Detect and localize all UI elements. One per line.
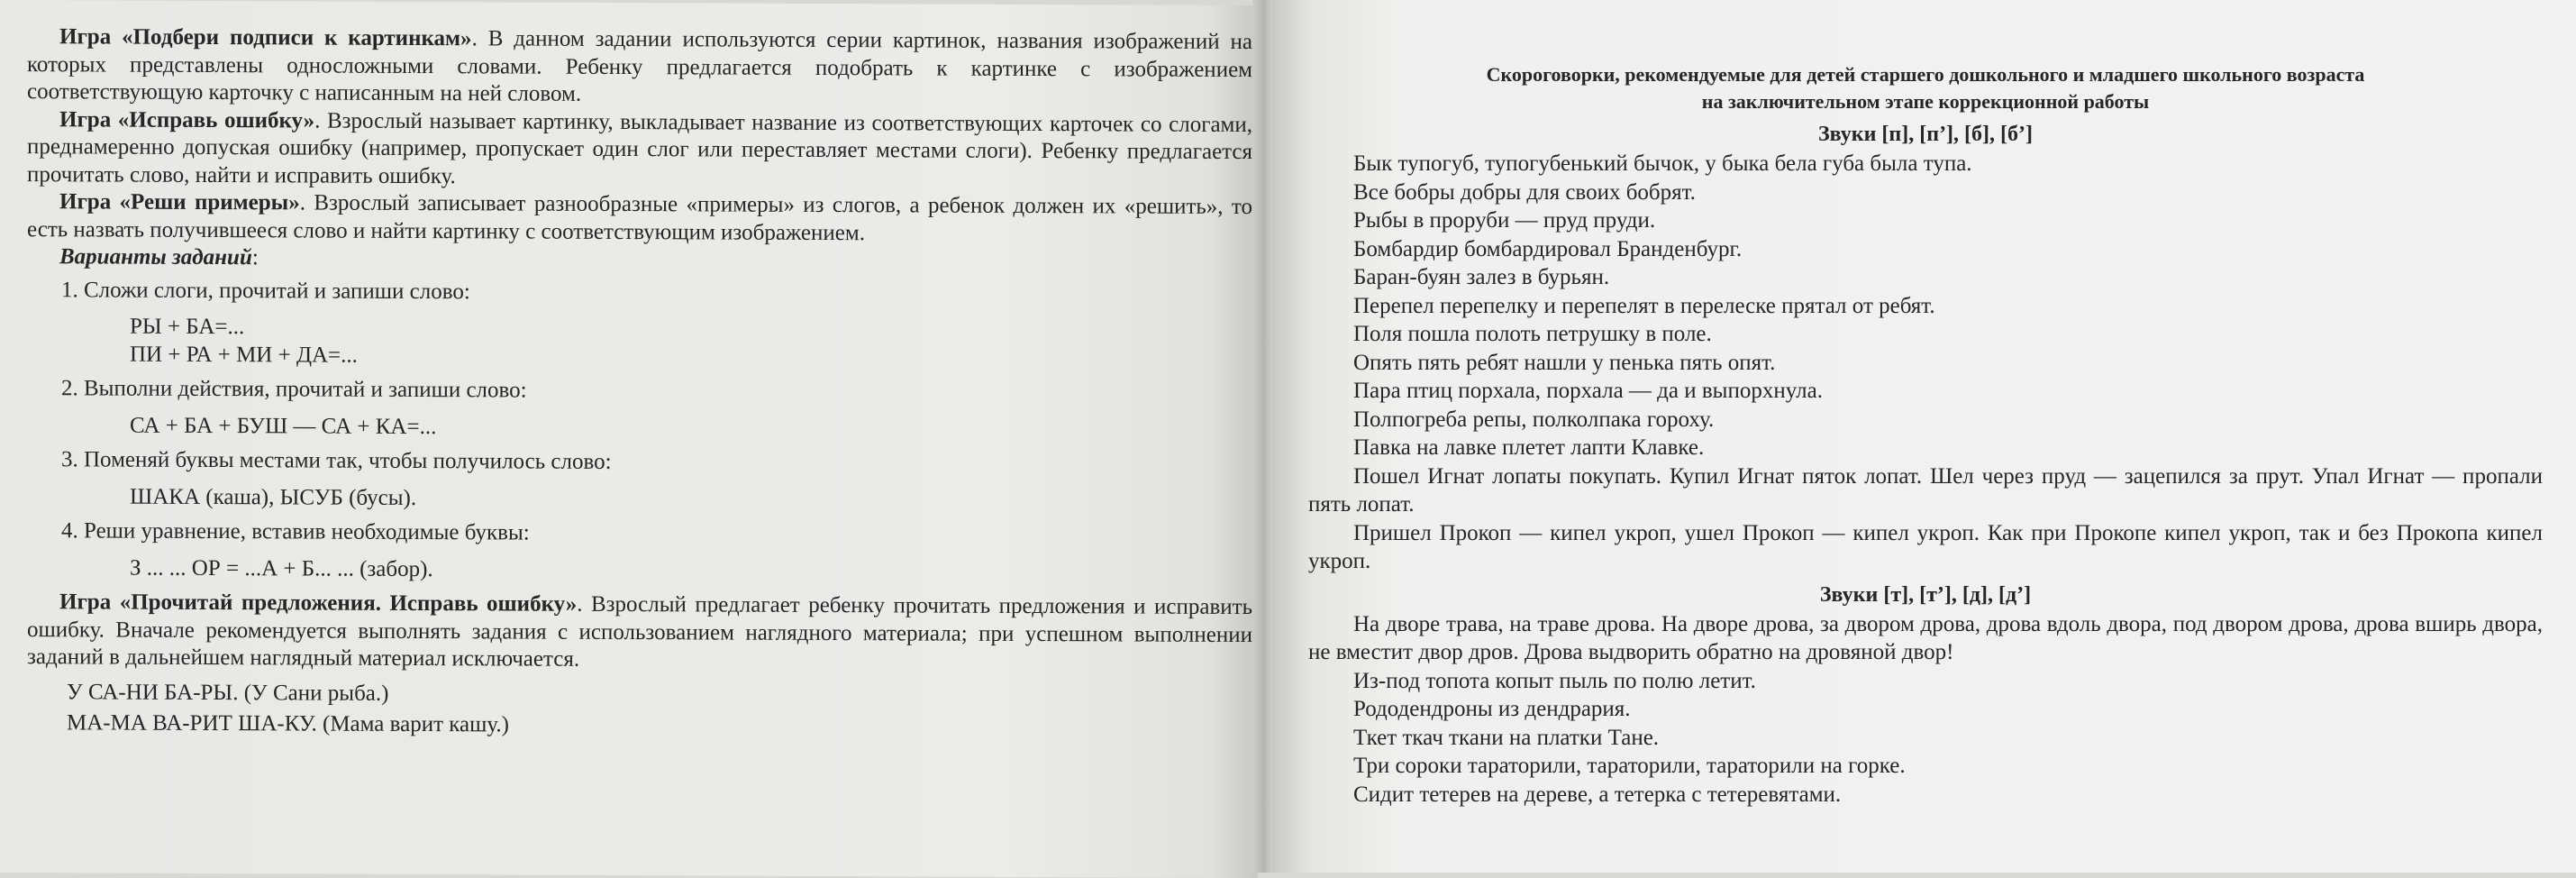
tongue-twister: Пришел Прокоп — кипел укроп, ушел Прокоп — кипел укроп. Как при Прокопе кипел укроп, так и без Прокопа кипел укроп. [1308, 520, 2543, 573]
paragraph-text: . В данном задании используются серии картинок, названия изображений на которых представлены односложными словами. Ребенку предлагается подобрать к картинке с изображением соответствующую карточку с написанным на ней словом. [27, 26, 1253, 106]
tongue-twister: На дворе трава, на траве дрова. На дворе дрова, за двором дрова, дрова вдоль двора, под двором дрова, дрова вширь двора, не вместит двор дров. Дрова выдворить обратно на дровяной двор! [1308, 611, 2543, 664]
tongue-twister: Пошел Игнат лопаты покупать. Купил Игнат пяток лопат. Шел через пруд — зацепился за прут. Упал Игнат — пропали пять лопат. [1308, 463, 2543, 517]
task-1-expression-2: ПИ + РА + МИ + ДА=... [130, 342, 358, 368]
paragraph-game-fix-error [27, 106, 1252, 194]
paragraph-game-captions [27, 23, 1252, 111]
page-title [1308, 61, 2543, 115]
tongue-twister: Сидит тетерев на дереве, а тетерка с тетеревятами. [1353, 782, 1842, 807]
tongue-twister: Поля пошла полоть петрушку в поле. [1353, 322, 1712, 346]
tongue-twister-list-t-d [1308, 610, 2543, 809]
tongue-twister: Рододендроны из дендрария. [1353, 697, 1631, 721]
example-sentence-2: МА-МА ВА-РИТ ША-КУ. (Мама варит кашу.) [67, 709, 509, 736]
section-heading-t-d: Звуки [т], [т’], [д], [д’] [1819, 582, 2032, 607]
game-title: Игра «Реши примеры» [59, 189, 300, 215]
task-4-expression: З ... ... ОР = ...А + Б... ... (забор). [130, 555, 433, 581]
paragraph-game-solve-examples [27, 188, 1252, 249]
paragraph-game-read-sentences [27, 589, 1252, 676]
tongue-twister: Бомбардир бомбардировал Бранденбург. [1353, 236, 1743, 261]
paragraph-text: . Взрослый записывает разнообразные «примеры» из слогов, а ребенок должен их «решить», то есть назвать получившееся слово и найти картинку с соответствующим изображением. [27, 190, 1253, 245]
paragraph-text: . Взрослый называет картинку, выкладывает название из соответствующих карточек со слогами, преднамеренно допуская ошибку (например, пропускает один слог или переставляет местами слоги). Ребенку предлагается прочитать слово, найти и исправить ошибку. [27, 108, 1252, 188]
example-sentence-1: У СА-НИ БА-РЫ. (У Сани рыба.) [67, 679, 389, 706]
left-page [0, 0, 1258, 878]
tongue-twister: Из-под топота копыт пыль по полю летит. [1353, 668, 1756, 693]
task-3: 3. Поменяй буквы местами так, чтобы получилось слово: [61, 447, 612, 474]
page-title-line-1: Скороговорки, рекомендуемые для детей старшего дошкольного и младшего школьного возраста [1486, 63, 2365, 86]
tongue-twister: Пара птиц порхала, порхала — да и выпорхнула. [1353, 379, 1823, 403]
right-page [1272, 0, 2576, 873]
tongue-twister: Ткет ткач ткани на платки Тане. [1353, 725, 1660, 750]
variants-label: Варианты заданий [59, 244, 252, 270]
task-2: 2. Выполни действия, прочитай и запиши слово: [61, 376, 527, 403]
task-1-expressions [27, 313, 1258, 373]
tongue-twister: Баран-буян залез в бурьян. [1353, 265, 1610, 289]
variants-heading [27, 243, 1285, 277]
game-title: Игра «Исправь ошибку» [59, 106, 315, 133]
tongue-twister: Все бобры добры для своих бобрят. [1353, 179, 1696, 205]
task-1: 1. Сложи слоги, прочитай и запиши слово: [61, 277, 470, 304]
tongue-twister: Бык тупогуб, тупогубенький бычок, у быка бела губа была тупа. [1353, 151, 1972, 176]
section-heading-p-b: Звуки [п], [п’], [б], [б’] [1817, 123, 2034, 146]
game-title: Игра «Прочитай предложения. Исправь ошибку» [59, 590, 578, 617]
tongue-twister: Опять пять ребят нашли у пенька пять опят. [1353, 350, 1776, 375]
tongue-twister: Павка на лавке плетет лапти Клавке. [1353, 435, 1705, 460]
game-title: Игра «Подбери подписи к картинкам» [59, 24, 472, 51]
tongue-twister: Три сороки тараторили, тараторили, тараторили на горке. [1353, 754, 1906, 778]
tongue-twister: Перепел перепелку и перепелят в перелеске прятал от ребят. [1353, 293, 1935, 318]
tongue-twister: Полпогреба репы, полколпака гороху. [1353, 407, 1715, 432]
task-2-expression: СА + БА + БУШ — СА + КА=... [130, 413, 437, 439]
task-4: 4. Реши уравнение, вставив необходимые буквы: [61, 518, 530, 545]
tongue-twister: Рыбы в проруби — пруд пруди. [1353, 208, 1656, 233]
task-3-expression: ШАКА (каша), ЫСУБ (бусы). [130, 484, 417, 510]
page-title-line-2: на заключительном этапе коррекционной работы [1701, 90, 2150, 113]
variants-colon: : [251, 245, 259, 270]
tongue-twister-list-p-b [1308, 150, 2543, 576]
paragraph-text: . Взрослый предлагает ребенку прочитать предложения и исправить ошибку. Вначале рекомендуется выполнять задания с использованием наглядного материала; при успешном выполнении заданий в дальнейшем наглядный материал исключается. [27, 591, 1252, 672]
task-1-expression-1: РЫ + БА=... [130, 314, 245, 340]
